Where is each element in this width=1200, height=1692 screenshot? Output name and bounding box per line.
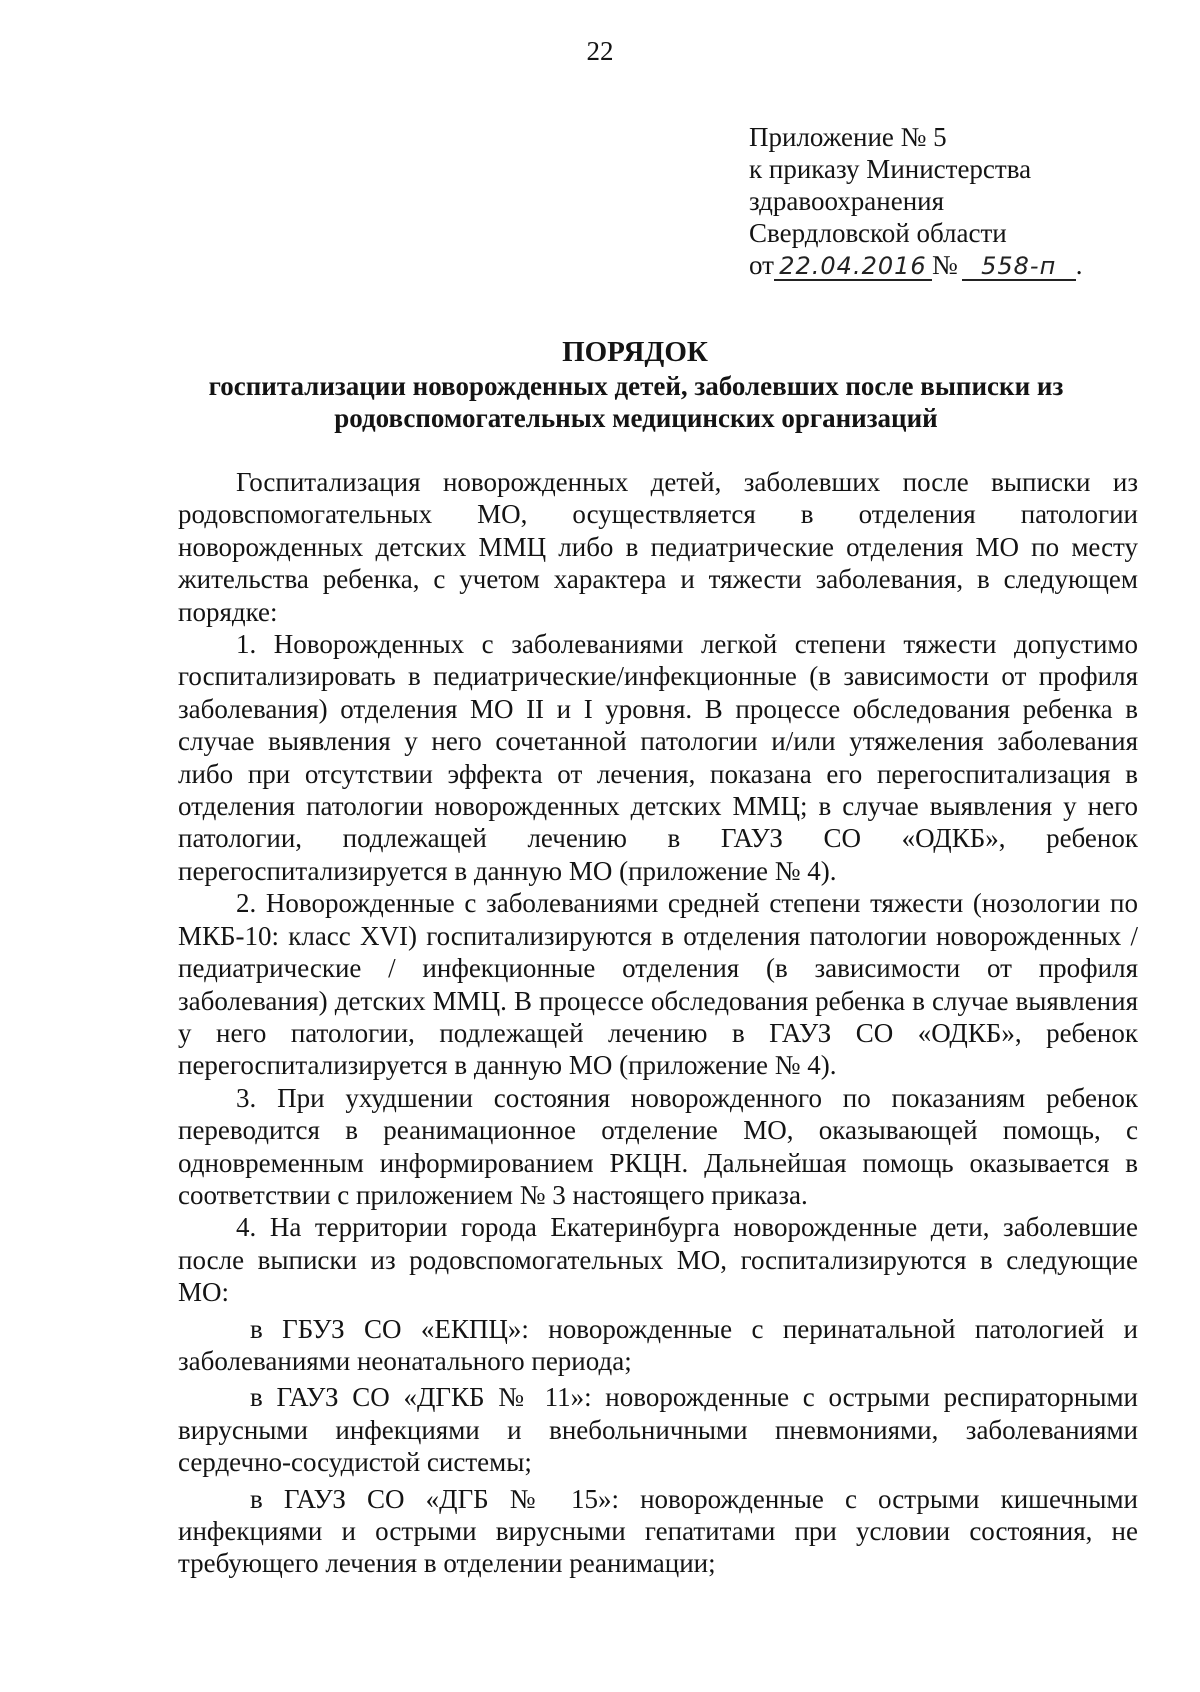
appendix-header xyxy=(749,121,1169,281)
hospital-dgb15-paragraph: в ГАУЗ СО «ДГБ № 15»: новорожденные с острыми кишечными инфекциями и острыми вирусными гепатитами при условии состояния, не требующего лечения в отделении реанимации; xyxy=(178,1483,1138,1579)
document-body xyxy=(178,466,1138,1580)
appendix-order-ref: к приказу Министерства xyxy=(749,154,1032,184)
appendix-ministry: здравоохранения xyxy=(749,186,945,216)
item-3-paragraph: 3. При ухудшении состояния новорожденного по показаниям ребенок переводится в реанимационное отделение МО, оказывающей помощь, с одновременным информированием РКЦН. Дальнейшая помощь оказывается в соответствии с приложением № 3 настоящего приказа. xyxy=(178,1082,1138,1210)
number-label: № xyxy=(931,250,958,280)
handwritten-date: 22.04.2016 xyxy=(774,253,932,281)
hospital-ekpc-paragraph: в ГБУЗ СО «ЕКПЦ»: новорожденные с перинатальной патологией и заболеваниями неонатального периода; xyxy=(178,1313,1138,1376)
appendix-region: Свердловской области xyxy=(749,218,1007,248)
handwritten-order-number: 558-п xyxy=(962,253,1076,281)
hospital-dgkb11-paragraph: в ГАУЗ СО «ДГКБ № 11»: новорожденные с острыми респираторными вирусными инфекциями и внебольничными пневмониями, заболеваниями сердечно-сосудистой системы; xyxy=(178,1382,1138,1478)
document-subtitle: госпитализации новорожденных детей, заболевших после выписки из родовспомогательных медицинских организаций xyxy=(208,371,1064,433)
document-title: ПОРЯДОК xyxy=(562,336,708,368)
page-number: 22 xyxy=(586,36,614,66)
item-4-paragraph: 4. На территории города Екатеринбурга новорожденные дети, заболевшие после выписки из родовспомогательных МО, госпитализируются в следующие МО: xyxy=(178,1212,1138,1308)
item-2-paragraph: 2. Новорожденные с заболеваниями средней степени тяжести (нозологии по МКБ-10: класс XVI) госпитализируются в отделения патологии новорожденных /педиатрические / инфекционные отделения (в зависимости от профиля заболевания) детских ММЦ. В процессе обследования ребенка в случае выявления у него патологии, подлежащей лечению в ГАУЗ СО «ОДКБ», ребенок перегоспитализируется в данную МО (приложение № 4). xyxy=(178,888,1138,1081)
intro-paragraph: Госпитализация новорожденных детей, заболевших после выписки из родовспомогательных МО, осуществляется в отделения патологии новорожденных детских ММЦ либо в педиатрические отделения МО по месту жительства ребенка, с учетом характера и тяжести заболевания, в следующем порядке: xyxy=(178,467,1138,627)
item-1-paragraph: 1. Новорожденных с заболеваниями легкой степени тяжести допустимо госпитализировать в педиатрические/инфекционные (в зависимости от профиля заболевания) отделения МО II и I уровня. В процессе обследования ребенка в случае выявления у него сочетанной патологии и/или утяжеления заболевания либо при отсутствии эффекта от лечения, показана его перегоспитализация в отделения патологии новорожденных детских ММЦ; в случае выявления у него патологии, подлежащей лечению в ГАУЗ СО «ОДКБ», ребенок перегоспитализируется в данную МО (приложение № 4). xyxy=(178,629,1138,886)
appendix-number: Приложение № 5 xyxy=(749,122,947,152)
appendix-date-line xyxy=(749,249,1169,281)
trailing-dot: . xyxy=(1075,250,1083,280)
date-prefix: от xyxy=(749,250,774,280)
